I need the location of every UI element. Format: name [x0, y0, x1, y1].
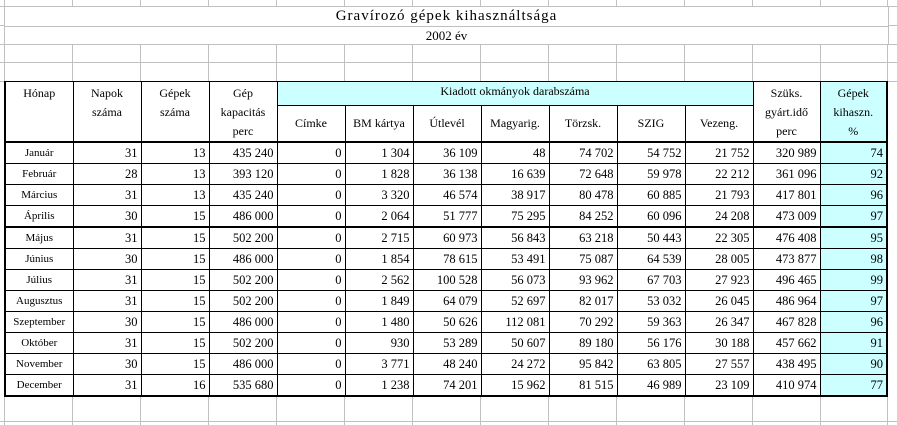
header-utilization-line3: %: [848, 124, 859, 138]
utlevel-cell[interactable]: 64 079: [413, 291, 481, 312]
torzsk-cell[interactable]: 72 648: [549, 164, 617, 185]
header-month-label: Hónap: [23, 86, 56, 100]
szig-cell[interactable]: 54 752: [617, 142, 685, 164]
bm-kartya-cell[interactable]: 1 828: [345, 164, 413, 185]
capacity-cell[interactable]: 435 240: [209, 142, 277, 164]
header-utilization-line1: Gépek: [837, 86, 869, 100]
capacity-cell[interactable]: 486 000: [209, 249, 277, 270]
table-row: [5, 206, 887, 228]
header-utilization-line2: kihaszn.: [833, 105, 874, 119]
header-cimke[interactable]: Címke: [277, 105, 345, 142]
header-magyarig[interactable]: Magyarig.: [481, 105, 549, 142]
required-cell[interactable]: 476 408: [753, 227, 820, 249]
utilization-cell[interactable]: 92: [820, 164, 887, 185]
required-cell[interactable]: 486 964: [753, 291, 820, 312]
utilization-cell[interactable]: 95: [820, 227, 887, 249]
month-cell[interactable]: December: [5, 375, 73, 397]
bm-kartya-cell[interactable]: 1 238: [345, 375, 413, 397]
utilization-cell[interactable]: 74: [820, 142, 887, 164]
days-cell[interactable]: 30: [73, 249, 141, 270]
magyarig-cell[interactable]: 24 272: [481, 354, 549, 375]
sheet-year[interactable]: 2002 év: [4, 26, 889, 45]
torzsk-cell[interactable]: 84 252: [549, 206, 617, 228]
table-row: [5, 185, 887, 206]
szig-cell[interactable]: 67 703: [617, 270, 685, 291]
utilization-table: [4, 81, 888, 397]
torzsk-cell[interactable]: 95 842: [549, 354, 617, 375]
utlevel-cell[interactable]: 36 138: [413, 164, 481, 185]
required-cell[interactable]: 410 974: [753, 375, 820, 397]
torzsk-cell[interactable]: 82 017: [549, 291, 617, 312]
utlevel-cell[interactable]: 51 777: [413, 206, 481, 228]
days-cell[interactable]: 28: [73, 164, 141, 185]
torzsk-cell[interactable]: 81 515: [549, 375, 617, 397]
magyarig-cell[interactable]: 16 639: [481, 164, 549, 185]
utilization-cell[interactable]: 91: [820, 333, 887, 354]
bm-kartya-cell[interactable]: 3 320: [345, 185, 413, 206]
torzsk-cell[interactable]: 63 218: [549, 227, 617, 249]
machines-cell[interactable]: 15: [141, 227, 209, 249]
vezeng-cell[interactable]: 27 557: [685, 354, 753, 375]
szig-cell[interactable]: 60 096: [617, 206, 685, 228]
header-days[interactable]: [73, 82, 141, 143]
magyarig-cell[interactable]: 15 962: [481, 375, 549, 397]
utlevel-cell[interactable]: 48 240: [413, 354, 481, 375]
header-torzsk[interactable]: Törzsk.: [549, 105, 617, 142]
utlevel-cell[interactable]: 50 626: [413, 312, 481, 333]
cimke-cell[interactable]: 0: [277, 354, 345, 375]
cimke-cell[interactable]: 0: [277, 206, 345, 228]
szig-cell[interactable]: 59 363: [617, 312, 685, 333]
utilization-cell[interactable]: 99: [820, 270, 887, 291]
capacity-cell[interactable]: 486 000: [209, 312, 277, 333]
torzsk-cell[interactable]: 80 478: [549, 185, 617, 206]
szig-cell[interactable]: 53 032: [617, 291, 685, 312]
szig-cell[interactable]: 59 978: [617, 164, 685, 185]
torzsk-cell[interactable]: 74 702: [549, 142, 617, 164]
magyarig-cell[interactable]: 38 917: [481, 185, 549, 206]
bm-kartya-cell[interactable]: 3 771: [345, 354, 413, 375]
month-cell[interactable]: Január: [5, 142, 73, 164]
vezeng-cell[interactable]: 26 045: [685, 291, 753, 312]
cimke-cell[interactable]: 0: [277, 249, 345, 270]
magyarig-cell[interactable]: 112 081: [481, 312, 549, 333]
header-szig[interactable]: SZIG: [617, 105, 685, 142]
month-cell[interactable]: Október: [5, 333, 73, 354]
szig-cell[interactable]: 63 805: [617, 354, 685, 375]
required-cell[interactable]: 467 828: [753, 312, 820, 333]
header-machines-line1: Gépek: [159, 86, 191, 100]
capacity-cell[interactable]: 535 680: [209, 375, 277, 397]
vezeng-cell[interactable]: 23 109: [685, 375, 753, 397]
cimke-cell[interactable]: 0: [277, 333, 345, 354]
utilization-cell[interactable]: 90: [820, 354, 887, 375]
vezeng-cell[interactable]: 26 347: [685, 312, 753, 333]
capacity-cell[interactable]: 502 200: [209, 333, 277, 354]
vezeng-cell[interactable]: 22 305: [685, 227, 753, 249]
cimke-cell[interactable]: 0: [277, 227, 345, 249]
torzsk-cell[interactable]: 89 180: [549, 333, 617, 354]
utlevel-cell[interactable]: 100 528: [413, 270, 481, 291]
utlevel-cell[interactable]: 46 574: [413, 185, 481, 206]
header-machines-line2: száma: [160, 105, 190, 119]
bm-kartya-cell[interactable]: 2 562: [345, 270, 413, 291]
table-row: [5, 249, 887, 270]
cimke-cell[interactable]: 0: [277, 185, 345, 206]
cimke-cell[interactable]: 0: [277, 312, 345, 333]
capacity-cell[interactable]: 486 000: [209, 206, 277, 228]
header-utlevel[interactable]: Útlevél: [413, 105, 481, 142]
machines-cell[interactable]: 13: [141, 164, 209, 185]
szig-cell[interactable]: 64 539: [617, 249, 685, 270]
table-row: [5, 227, 887, 249]
header-capacity-line1: Gép: [233, 86, 253, 100]
month-cell[interactable]: Április: [5, 206, 73, 228]
header-days-line2: száma: [92, 105, 122, 119]
vezeng-cell[interactable]: 22 212: [685, 164, 753, 185]
cimke-cell[interactable]: 0: [277, 142, 345, 164]
magyarig-cell[interactable]: 52 697: [481, 291, 549, 312]
header-required-line3: perc: [776, 124, 797, 138]
month-cell[interactable]: Augusztus: [5, 291, 73, 312]
days-cell[interactable]: 30: [73, 312, 141, 333]
utlevel-cell[interactable]: 36 109: [413, 142, 481, 164]
days-cell[interactable]: 30: [73, 354, 141, 375]
machines-cell[interactable]: 15: [141, 333, 209, 354]
utlevel-cell[interactable]: 74 201: [413, 375, 481, 397]
machines-cell[interactable]: 15: [141, 249, 209, 270]
header-utilization[interactable]: [820, 82, 887, 143]
capacity-cell[interactable]: 393 120: [209, 164, 277, 185]
magyarig-cell[interactable]: 56 843: [481, 227, 549, 249]
required-cell[interactable]: 496 465: [753, 270, 820, 291]
capacity-cell[interactable]: 502 200: [209, 291, 277, 312]
table-row: [5, 270, 887, 291]
utilization-cell[interactable]: 97: [820, 291, 887, 312]
capacity-cell[interactable]: 502 200: [209, 270, 277, 291]
header-capacity[interactable]: [209, 82, 277, 143]
capacity-cell[interactable]: 486 000: [209, 354, 277, 375]
table-row: [5, 312, 887, 333]
table-row: [5, 375, 887, 397]
capacity-cell[interactable]: 502 200: [209, 227, 277, 249]
machines-cell[interactable]: 15: [141, 354, 209, 375]
days-cell[interactable]: 31: [73, 270, 141, 291]
capacity-cell[interactable]: 435 240: [209, 185, 277, 206]
header-vezeng[interactable]: Vezeng.: [685, 105, 753, 142]
torzsk-cell[interactable]: 93 962: [549, 270, 617, 291]
header-required[interactable]: [753, 82, 820, 143]
month-cell[interactable]: Szeptember: [5, 312, 73, 333]
utilization-cell[interactable]: 77: [820, 375, 887, 397]
machines-cell[interactable]: 15: [141, 291, 209, 312]
header-required-line1: Szüks.: [770, 86, 803, 100]
utlevel-cell[interactable]: 53 289: [413, 333, 481, 354]
magyarig-cell[interactable]: 53 491: [481, 249, 549, 270]
machines-cell[interactable]: 15: [141, 312, 209, 333]
machines-cell[interactable]: 15: [141, 270, 209, 291]
month-cell[interactable]: November: [5, 354, 73, 375]
days-cell[interactable]: 31: [73, 227, 141, 249]
utilization-cell[interactable]: 96: [820, 312, 887, 333]
month-cell[interactable]: Március: [5, 185, 73, 206]
required-cell[interactable]: 457 662: [753, 333, 820, 354]
required-cell[interactable]: 438 495: [753, 354, 820, 375]
header-required-line2: gyárt.idő: [765, 105, 808, 119]
szig-cell[interactable]: 46 989: [617, 375, 685, 397]
month-cell[interactable]: Július: [5, 270, 73, 291]
vezeng-cell[interactable]: 21 752: [685, 142, 753, 164]
month-cell[interactable]: Február: [5, 164, 73, 185]
magyarig-cell[interactable]: 75 295: [481, 206, 549, 228]
header-days-line1: Napok: [91, 86, 123, 100]
month-cell[interactable]: Május: [5, 227, 73, 249]
bm-kartya-cell[interactable]: 1 849: [345, 291, 413, 312]
header-month[interactable]: [5, 82, 73, 143]
bm-kartya-cell[interactable]: 2 715: [345, 227, 413, 249]
vezeng-cell[interactable]: 27 923: [685, 270, 753, 291]
utilization-cell[interactable]: 97: [820, 206, 887, 228]
days-cell[interactable]: 31: [73, 185, 141, 206]
vezeng-cell[interactable]: 24 208: [685, 206, 753, 228]
utlevel-cell[interactable]: 60 973: [413, 227, 481, 249]
torzsk-cell[interactable]: 75 087: [549, 249, 617, 270]
required-cell[interactable]: 320 989: [753, 142, 820, 164]
magyarig-cell[interactable]: 50 607: [481, 333, 549, 354]
machines-cell[interactable]: 16: [141, 375, 209, 397]
utlevel-cell[interactable]: 78 615: [413, 249, 481, 270]
sheet-title[interactable]: Gravírozó gépek kihasználtsága: [4, 6, 889, 26]
header-machines[interactable]: [141, 82, 209, 143]
bm-kartya-cell[interactable]: 2 064: [345, 206, 413, 228]
magyarig-cell[interactable]: 48: [481, 142, 549, 164]
cimke-cell[interactable]: 0: [277, 270, 345, 291]
table-row: [5, 354, 887, 375]
table-row: [5, 142, 887, 164]
header-capacity-line3: perc: [232, 124, 254, 138]
szig-cell[interactable]: 56 176: [617, 333, 685, 354]
vezeng-cell[interactable]: 21 793: [685, 185, 753, 206]
header-bm-kartya[interactable]: BM kártya: [345, 105, 413, 142]
bm-kartya-cell[interactable]: 1 304: [345, 142, 413, 164]
utilization-cell[interactable]: 96: [820, 185, 887, 206]
bm-kartya-cell[interactable]: 1 854: [345, 249, 413, 270]
days-cell[interactable]: 30: [73, 206, 141, 228]
days-cell[interactable]: 31: [73, 142, 141, 164]
machines-cell[interactable]: 15: [141, 206, 209, 228]
month-cell[interactable]: Június: [5, 249, 73, 270]
vezeng-cell[interactable]: 30 188: [685, 333, 753, 354]
table-row: [5, 164, 887, 185]
days-cell[interactable]: 31: [73, 291, 141, 312]
cimke-cell[interactable]: 0: [277, 291, 345, 312]
bm-kartya-cell[interactable]: 1 480: [345, 312, 413, 333]
header-issued-group[interactable]: Kiadott okmányok darabszáma: [277, 82, 753, 106]
vezeng-cell[interactable]: 28 005: [685, 249, 753, 270]
cimke-cell[interactable]: 0: [277, 375, 345, 397]
torzsk-cell[interactable]: 70 292: [549, 312, 617, 333]
header-capacity-line2: kapacitás: [220, 105, 266, 119]
required-cell[interactable]: 473 877: [753, 249, 820, 270]
cimke-cell[interactable]: 0: [277, 164, 345, 185]
required-cell[interactable]: 473 009: [753, 206, 820, 228]
machines-cell[interactable]: 13: [141, 185, 209, 206]
bm-kartya-cell[interactable]: 930: [345, 333, 413, 354]
szig-cell[interactable]: 60 885: [617, 185, 685, 206]
table-row: [5, 291, 887, 312]
magyarig-cell[interactable]: 56 073: [481, 270, 549, 291]
table-row: [5, 333, 887, 354]
utilization-cell[interactable]: 98: [820, 249, 887, 270]
szig-cell[interactable]: 50 443: [617, 227, 685, 249]
required-cell[interactable]: 417 801: [753, 185, 820, 206]
days-cell[interactable]: 31: [73, 333, 141, 354]
days-cell[interactable]: 31: [73, 375, 141, 397]
machines-cell[interactable]: 13: [141, 142, 209, 164]
required-cell[interactable]: 361 096: [753, 164, 820, 185]
